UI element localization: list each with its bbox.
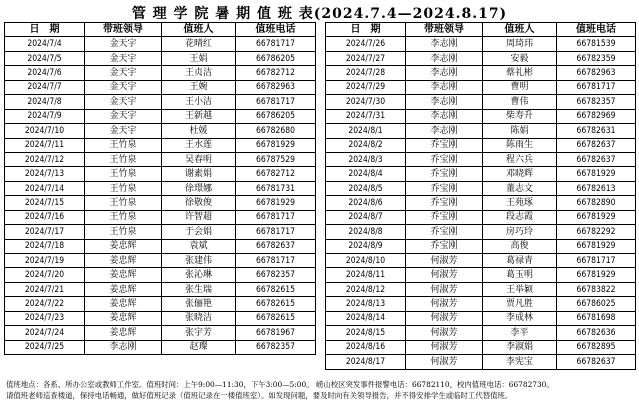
phone-cell: 66786025 [557,297,636,311]
phone-cell: 66786205 [236,51,316,65]
table-row [326,109,636,123]
phone-cell: 66781717 [236,37,316,51]
staff-cell: 张宇芳 [162,326,236,340]
leader-cell: 乔宝刚 [406,167,483,181]
date-cell: 2024/8/14 [326,311,406,325]
staff-cell: 陈雨生 [483,138,557,152]
phone-cell: 66782613 [557,181,636,195]
staff-cell: 袁斌 [162,239,236,253]
date-cell: 2024/8/11 [326,268,406,282]
leader-cell: 乔宝刚 [406,225,483,239]
phone-cell: 66782615 [236,297,316,311]
phone-cell: 66782637 [557,138,636,152]
phone-cell: 66782637 [557,152,636,166]
phone-cell: 66781717 [236,254,316,268]
leader-cell: 姜忠辉 [85,297,162,311]
leader-cell: 李志刚 [406,37,483,51]
staff-cell: 谢素娟 [162,167,236,181]
table-row [326,80,636,94]
date-cell: 2024/8/4 [326,167,406,181]
staff-cell: 张俪艳 [162,297,236,311]
leader-cell: 乔宝刚 [406,152,483,166]
duty-notes [6,379,636,401]
leader-cell: 王竹泉 [85,210,162,224]
date-cell: 2024/7/25 [5,340,85,354]
date-cell: 2024/7/7 [5,80,85,94]
leader-cell: 金天宇 [85,95,162,109]
staff-cell: 王新越 [162,109,236,123]
leader-cell: 王竹泉 [85,167,162,181]
table-row [5,152,316,166]
table-row [5,138,316,152]
phone-cell: 66782712 [236,167,316,181]
phone-cell: 66782615 [236,282,316,296]
phone-cell: 66783822 [557,282,636,296]
leader-cell: 金天宇 [85,109,162,123]
table-row [5,124,316,138]
table-row [326,355,636,369]
staff-cell: 王苑琢 [483,196,557,210]
phone-cell: 66781717 [557,80,636,94]
date-cell: 2024/7/5 [5,51,85,65]
date-cell: 2024/8/5 [326,181,406,195]
staff-cell: 葛玉明 [483,268,557,282]
phone-cell: 66781929 [557,210,636,224]
phone-cell: 66782680 [236,124,316,138]
staff-cell: 李宪宝 [483,355,557,369]
table-row [5,109,316,123]
date-cell: 2024/7/6 [5,66,85,80]
staff-cell: 张建伟 [162,254,236,268]
leader-cell: 乔宝刚 [406,239,483,253]
leader-cell: 姜忠辉 [85,326,162,340]
table-row [326,95,636,109]
leader-cell: 王竹泉 [85,152,162,166]
phone-cell: 66782359 [557,51,636,65]
phone-cell: 66781717 [236,225,316,239]
staff-cell: 葛禄青 [483,254,557,268]
leader-cell: 何淑芳 [406,311,483,325]
date-cell: 2024/7/8 [5,95,85,109]
header-staff: 值班人 [483,23,557,37]
date-cell: 2024/7/27 [326,51,406,65]
phone-cell: 66782712 [236,66,316,80]
date-cell: 2024/7/21 [5,282,85,296]
leader-cell: 金天宇 [85,51,162,65]
leader-cell: 乔宝刚 [406,181,483,195]
table-row [326,167,636,181]
phone-cell: 66782890 [557,196,636,210]
date-cell: 2024/7/23 [5,311,85,325]
staff-cell: 王水莲 [162,138,236,152]
table-row [5,239,316,253]
leader-cell: 李志刚 [406,80,483,94]
table-row [326,37,636,51]
staff-cell: 吴春明 [162,152,236,166]
staff-cell: 程六兵 [483,152,557,166]
leader-cell: 王竹泉 [85,138,162,152]
date-cell: 2024/8/10 [326,254,406,268]
staff-cell: 高俊 [483,239,557,253]
leader-cell: 何淑芳 [406,297,483,311]
staff-cell: 张晓洁 [162,311,236,325]
staff-cell: 王娟 [162,51,236,65]
staff-cell: 安毅 [483,51,557,65]
date-cell: 2024/8/8 [326,225,406,239]
phone-cell: 66781929 [236,196,316,210]
date-cell: 2024/8/6 [326,196,406,210]
table-row [5,80,316,94]
phone-cell: 66782631 [557,124,636,138]
table-row [5,326,316,340]
header-leader: 带班领导 [406,23,483,37]
date-cell: 2024/7/29 [326,80,406,94]
phone-cell: 66782969 [557,109,636,123]
date-cell: 2024/7/30 [326,95,406,109]
header-phone: 值班电话 [236,23,316,37]
staff-cell: 房巧玲 [483,225,557,239]
table-row [5,181,316,195]
leader-cell: 乔宝刚 [406,196,483,210]
date-cell: 2024/7/18 [5,239,85,253]
table-row [5,340,316,354]
staff-cell: 邓晓辉 [483,167,557,181]
leader-cell: 何淑芳 [406,268,483,282]
phone-cell: 66781929 [557,268,636,282]
phone-cell: 66782963 [236,80,316,94]
table-row [326,340,636,354]
leader-cell: 何淑芳 [406,340,483,354]
phone-cell: 66781967 [236,326,316,340]
staff-cell: 李成林 [483,311,557,325]
staff-cell: 许智超 [162,210,236,224]
table-row [5,196,316,210]
leader-cell: 金天宇 [85,80,162,94]
leader-cell: 李志刚 [406,51,483,65]
staff-cell: 杜媛 [162,124,236,138]
date-cell: 2024/8/16 [326,340,406,354]
leader-cell: 李志刚 [406,124,483,138]
date-cell: 2024/8/15 [326,326,406,340]
table-row [5,37,316,51]
table-row [326,254,636,268]
leader-cell: 金天宇 [85,37,162,51]
phone-cell: 66781717 [236,95,316,109]
date-cell: 2024/7/19 [5,254,85,268]
table-row [5,311,316,325]
header-row [5,23,316,37]
phone-cell: 66782636 [557,326,636,340]
leader-cell: 乔宝刚 [406,138,483,152]
leader-cell: 李志刚 [406,66,483,80]
table-row [326,181,636,195]
staff-cell: 王贞洁 [162,66,236,80]
table-row [5,268,316,282]
staff-cell: 曹伟 [483,95,557,109]
date-cell: 2024/7/24 [5,326,85,340]
date-cell: 2024/7/13 [5,167,85,181]
phone-cell: 66781929 [557,239,636,253]
date-cell: 2024/7/20 [5,268,85,282]
phone-cell: 66781717 [557,254,636,268]
header-staff: 值班人 [162,23,236,37]
staff-cell: 张生瑞 [162,282,236,296]
phone-cell: 66781539 [557,37,636,51]
table-row [326,239,636,253]
table-row [326,311,636,325]
staff-cell: 徐璟娜 [162,181,236,195]
date-cell: 2024/8/12 [326,282,406,296]
date-cell: 2024/7/14 [5,181,85,195]
staff-cell: 周琦玮 [483,37,557,51]
date-cell: 2024/7/17 [5,225,85,239]
leader-cell: 李志刚 [85,340,162,354]
leader-cell: 姜忠辉 [85,282,162,296]
table-row [326,210,636,224]
table-row [5,167,316,181]
leader-cell: 李志刚 [406,95,483,109]
leader-cell: 何淑芳 [406,326,483,340]
staff-cell: 董志文 [483,181,557,195]
table-row [326,326,636,340]
header-phone: 值班电话 [557,23,636,37]
leader-cell: 王竹泉 [85,225,162,239]
date-cell: 2024/7/12 [5,152,85,166]
date-cell: 2024/8/2 [326,138,406,152]
staff-cell: 段志霞 [483,210,557,224]
phone-cell: 66781717 [236,210,316,224]
table-row [326,124,636,138]
date-cell: 2024/7/31 [326,109,406,123]
table-row [326,152,636,166]
table-row [326,196,636,210]
staff-cell: 花晴红 [162,37,236,51]
notes-line-2: 请值班老师巡查楼道，保持电话畅通，做好值班记录（值班记录在一楼值班室）。如发现问题，要及时向有关领导报告，并不得安排学生或临时工代替值班。 [6,391,513,400]
phone-cell: 66781929 [236,138,316,152]
table-row [326,268,636,282]
date-cell: 2024/8/3 [326,152,406,166]
leader-cell: 姜忠辉 [85,254,162,268]
staff-cell: 王小洁 [162,95,236,109]
date-cell: 2024/7/9 [5,109,85,123]
phone-cell: 66782357 [557,95,636,109]
phone-cell: 66781929 [557,167,636,181]
phone-cell: 66782637 [236,239,316,253]
leader-cell: 乔宝刚 [406,210,483,224]
leader-cell: 何淑芳 [406,282,483,296]
table-row [5,225,316,239]
staff-cell: 柴寿升 [483,109,557,123]
header-date: 日 期 [5,23,85,37]
duty-table-left [4,22,316,355]
table-row [5,282,316,296]
staff-cell: 李平 [483,326,557,340]
table-row [5,95,316,109]
leader-cell: 何淑芳 [406,355,483,369]
phone-cell: 66786205 [236,109,316,123]
date-cell: 2024/8/9 [326,239,406,253]
header-date: 日 期 [326,23,406,37]
staff-cell: 赵璨 [162,340,236,354]
phone-cell: 66782357 [236,268,316,282]
table-row [326,297,636,311]
duty-table-right [325,22,636,370]
table-row [5,254,316,268]
phone-cell: 66782615 [236,311,316,325]
phone-cell: 66787529 [236,152,316,166]
date-cell: 2024/7/16 [5,210,85,224]
date-cell: 2024/7/15 [5,196,85,210]
table-row [326,282,636,296]
phone-cell: 66781698 [557,311,636,325]
table-row [326,225,636,239]
table-row [326,51,636,65]
staff-cell: 贾凡胜 [483,297,557,311]
date-cell: 2024/7/4 [5,37,85,51]
table-row [326,66,636,80]
leader-cell: 姜忠辉 [85,239,162,253]
table-row [5,66,316,80]
table-row [5,210,316,224]
leader-cell: 李志刚 [406,109,483,123]
staff-cell: 徐敬俊 [162,196,236,210]
leader-cell: 何淑芳 [406,254,483,268]
page-title: 管 理 学 院 暑 期 值 班 表(2024.7.4—2024.8.17) [131,6,508,22]
leader-cell: 王竹泉 [85,196,162,210]
leader-cell: 姜忠辉 [85,311,162,325]
leader-cell: 金天宇 [85,66,162,80]
table-row [326,138,636,152]
header-row [326,23,636,37]
header-leader: 带班领导 [85,23,162,37]
date-cell: 2024/7/22 [5,297,85,311]
phone-cell: 66782963 [557,66,636,80]
date-cell: 2024/7/10 [5,124,85,138]
staff-cell: 王婉 [162,80,236,94]
staff-cell: 王举颖 [483,282,557,296]
staff-cell: 于会娟 [162,225,236,239]
phone-cell: 66782637 [557,355,636,369]
staff-cell: 曹明 [483,80,557,94]
date-cell: 2024/7/11 [5,138,85,152]
date-cell: 2024/8/17 [326,355,406,369]
staff-cell: 张沁琳 [162,268,236,282]
phone-cell: 66782357 [236,340,316,354]
phone-cell: 66781731 [236,181,316,195]
leader-cell: 金天宇 [85,124,162,138]
staff-cell: 李淑娟 [483,340,557,354]
leader-cell: 王竹泉 [85,181,162,195]
date-cell: 2024/8/1 [326,124,406,138]
staff-cell: 蔡礼彬 [483,66,557,80]
notes-line-1: 值班地点：各系、所办公室或教师工作室。值班时间：上午9:00—11:30，下午3:00—5:00。 崂山校区突发事件报警电话：66782110，校内值班电话：66782730。 [6,380,554,389]
date-cell: 2024/7/28 [326,66,406,80]
phone-cell: 66782895 [557,340,636,354]
phone-cell: 66782292 [557,225,636,239]
table-row [5,297,316,311]
date-cell: 2024/8/13 [326,297,406,311]
date-cell: 2024/8/7 [326,210,406,224]
table-row [5,51,316,65]
staff-cell: 陈娟 [483,124,557,138]
leader-cell: 姜忠辉 [85,268,162,282]
date-cell: 2024/7/26 [326,37,406,51]
